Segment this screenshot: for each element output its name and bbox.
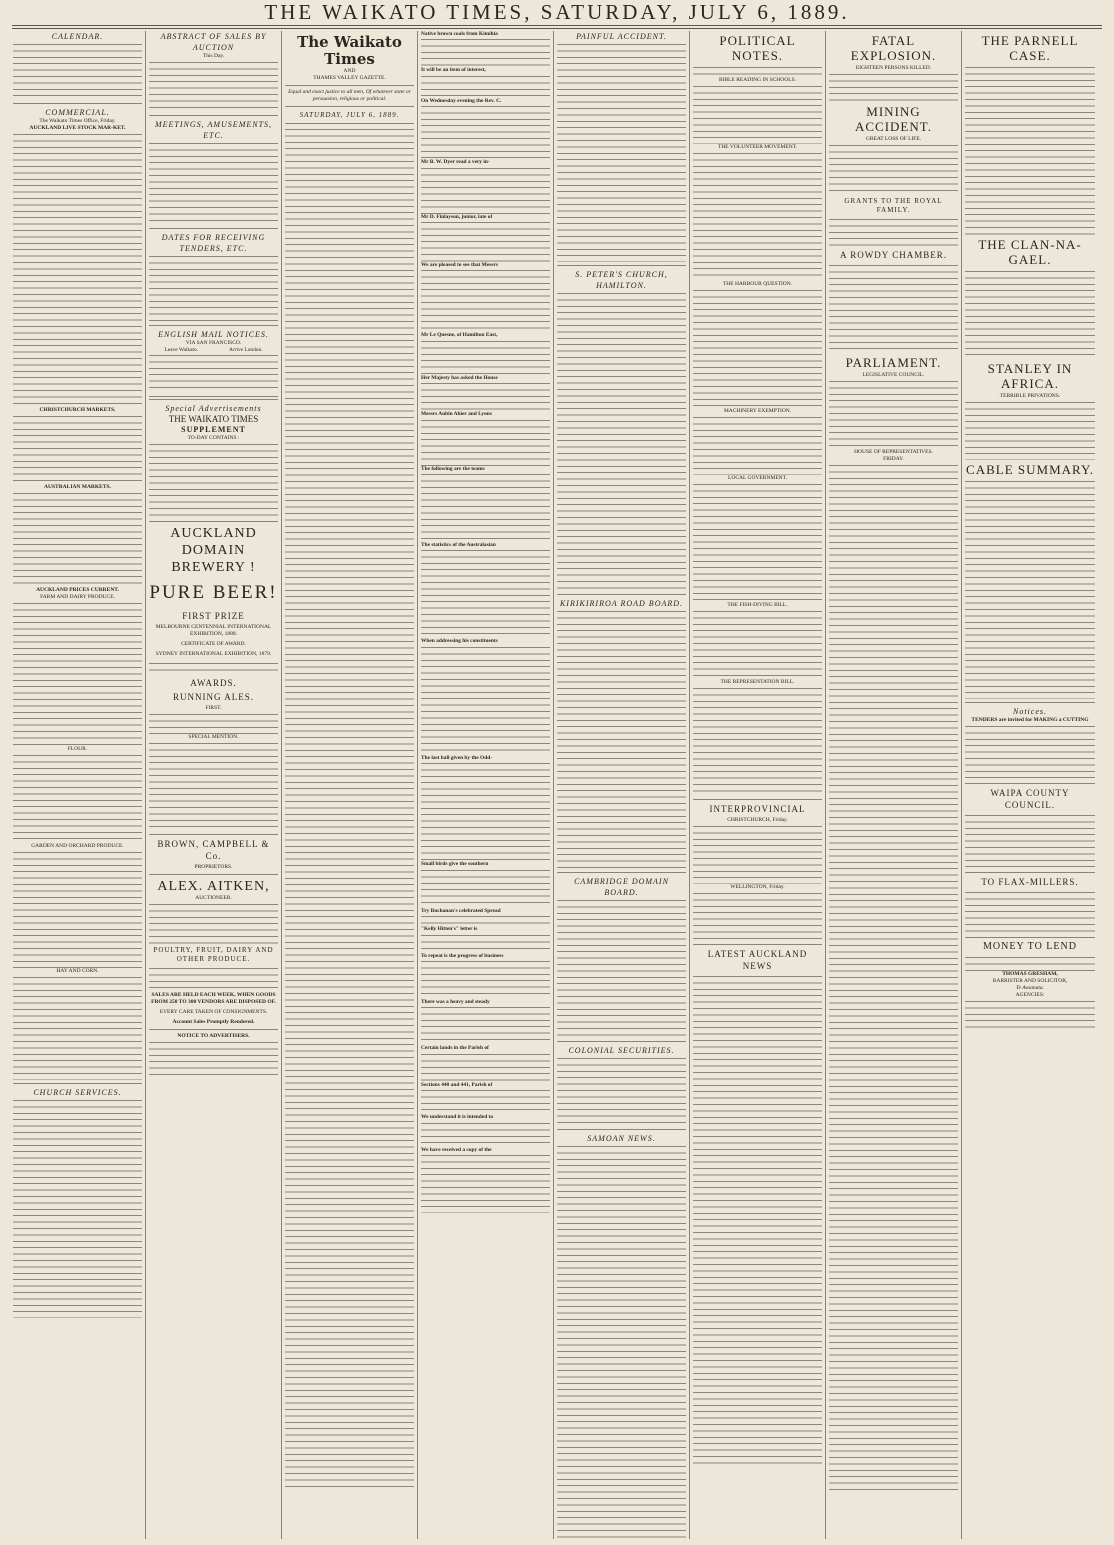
mail-notices-subheading: VIA SAN FRANCISCO. — [185, 340, 242, 346]
article-body — [693, 415, 822, 475]
waipa-council-heading: WAIPA COUNTY COUNCIL. — [990, 788, 1070, 810]
barrister-label: BARRISTER AND SOLICITOR, — [992, 978, 1068, 984]
article-body — [421, 37, 550, 67]
article-body — [557, 1056, 686, 1126]
masthead-title: THE WAIKATO TIMES, SATURDAY, JULY 6, 1889. — [264, 0, 850, 24]
article-body — [965, 955, 1095, 971]
st-peters-heading: S. PETER'S CHURCH, HAMILTON. — [575, 270, 668, 290]
arrive-london-heading: Arrive London. — [228, 347, 263, 353]
fishing-bill-heading: THE FISH-DIVING BILL. — [727, 602, 788, 608]
article-body — [421, 1088, 550, 1114]
price-table — [13, 975, 142, 1080]
great-loss-heading: GREAT LOSS OF LIFE. — [865, 136, 922, 142]
article-body — [965, 813, 1095, 869]
cambridge-domain-heading: CAMBRIDGE DOMAIN BOARD. — [574, 877, 669, 897]
column-5 — [554, 31, 690, 1539]
meetings-heading: MEETINGS, AMUSEMENTS, ETC. — [154, 120, 273, 140]
article-body — [421, 914, 550, 926]
christchurch-dateline: CHRISTCHURCH, Friday. — [727, 817, 788, 823]
hay-corn-heading: HAY AND CORN. — [56, 968, 99, 974]
article-body — [693, 84, 822, 144]
poultry-heading: POULTRY, FRUIT, DAIRY AND OTHER PRODUCE. — [153, 946, 274, 964]
prices-current-heading: AUCKLAND PRICES CURRENT. — [36, 587, 119, 593]
supplement-contents — [149, 442, 278, 518]
price-table — [13, 601, 142, 746]
parnell-case-heading: THE PARNELL CASE. — [981, 33, 1079, 63]
commercial-subheading: The Waikato Times Office, Friday. — [39, 118, 116, 124]
pleased-paragraph: We are pleased to see that Messrs — [421, 262, 498, 269]
masthead-rule — [12, 28, 1102, 29]
article-body — [149, 1040, 278, 1080]
cable-summary-heading: CABLE SUMMARY. — [966, 462, 1094, 477]
special-mention-heading: SPECIAL MENTION. — [188, 734, 239, 741]
article-body — [421, 381, 550, 411]
column-7 — [826, 31, 962, 1539]
article-body — [965, 890, 1095, 934]
column-6 — [690, 31, 826, 1539]
item-interest-paragraph: It will be an item of interest, — [421, 67, 486, 74]
commercial-heading: COMMERCIAL. — [45, 108, 110, 117]
article-body — [965, 479, 1095, 699]
column-4 — [418, 31, 554, 1539]
editorial-date: SATURDAY, JULY 6, 1889. — [299, 111, 400, 119]
intended-paragraph: We understand it is intended to — [421, 1114, 494, 1121]
calendar-heading: CALENDAR. — [51, 32, 104, 41]
mail-table-rows — [149, 353, 278, 393]
article-body — [13, 1098, 142, 1318]
majesty-paragraph: Her Majesty has asked the House — [421, 374, 498, 381]
sales-held: SALES ARE HELD EACH WEEK, WHEN GOODS FROM 250 TO 300 VENDORS ARE DISPOSED OF. — [151, 992, 276, 1006]
friday-heading: FRIDAY. — [883, 456, 904, 462]
melbourne-exhibition: MELBOURNE CENTENNIAL INTERNATIONAL EXHIBITION, 1888. — [155, 624, 272, 638]
sydney-exhibition: SYDNEY INTERNATIONAL EXHIBITION, 1879. — [155, 651, 272, 658]
agencies-heading: AGENCIES: — [1015, 992, 1045, 998]
small-birds-paragraph: Small birds give the southern — [421, 861, 489, 868]
article-body — [693, 151, 822, 281]
clan-na-gael-heading: THE CLAN-NA-GAEL. — [978, 237, 1082, 267]
live-stock-heading: AUCKLAND LIVE STOCK MAR-KET. — [29, 125, 126, 131]
finlayson-paragraph: Mr D. Finlayson, junior, late of — [421, 213, 493, 220]
fatal-explosion-heading: FATAL EXPLOSION. — [850, 33, 937, 63]
colonial-securities-heading: COLONIAL SECURITIES. — [568, 1046, 675, 1055]
proprietors-label: PROPRIETORS. — [194, 864, 233, 871]
article-body — [13, 491, 142, 587]
article-body — [421, 1052, 550, 1082]
article-body — [13, 414, 142, 484]
notice-advertisers-heading: NOTICE TO ADVERTISERS. — [177, 1033, 250, 1040]
article-body — [693, 891, 822, 941]
local-government-heading: LOCAL GOVERNMENT. — [728, 475, 787, 481]
article-body — [421, 1005, 550, 1045]
article-body — [693, 65, 822, 77]
article-body — [149, 966, 278, 992]
house-reps-heading: HOUSE OF REPRESENTATIVES. — [854, 449, 933, 455]
political-notes-heading: POLITICAL NOTES. — [719, 33, 796, 63]
certain-lands-paragraph: Certain lands in the Parish of — [421, 1045, 489, 1052]
article-body — [829, 143, 958, 195]
mail-notices-heading: ENGLISH MAIL NOTICES. — [158, 330, 269, 339]
calendar-table — [13, 42, 142, 100]
article-body — [149, 902, 278, 944]
garden-produce-heading: GARDEN AND ORCHARD PRODUCE. — [31, 843, 124, 849]
church-services-heading: CHURCH SERVICES. — [33, 1088, 122, 1097]
this-day-heading: This Day. — [202, 53, 225, 59]
teams-paragraph: The following are the teams — [421, 465, 485, 472]
mining-accident-heading: MINING ACCIDENT. — [854, 104, 932, 134]
special-advertisements-heading: Special Advertisements — [165, 404, 262, 414]
article-body — [149, 254, 278, 322]
article-body — [421, 868, 550, 908]
article-body — [693, 686, 822, 796]
article-body — [421, 472, 550, 542]
article-body — [421, 1121, 550, 1147]
wednesday-paragraph: On Wednesday evening the Rev. C. — [421, 97, 502, 104]
article-body — [421, 220, 550, 262]
samoan-news-heading: SAMOAN NEWS. — [587, 1134, 656, 1143]
abstract-sales-heading: ABSTRACT OF SALES BY AUCTION — [160, 32, 267, 52]
article-body — [965, 724, 1095, 780]
article-body — [829, 72, 958, 102]
royal-grants-heading: GRANTS TO THE ROYAL FAMILY. — [844, 197, 943, 214]
leave-waikato-heading: Leave Waikato. — [164, 347, 199, 353]
parliament-heading: PARLIAMENT. — [845, 355, 942, 370]
interprovincial-heading: INTERPROVINCIAL — [709, 804, 806, 814]
ahier-paragraph: Messrs Aubin Ahier and Lyons — [421, 411, 492, 418]
article-body — [965, 400, 1095, 460]
supplement-title: THE WAIKATO TIMES — [168, 414, 259, 425]
article-body — [421, 645, 550, 755]
stanley-africa-heading: STANLEY IN AFRICA. — [987, 361, 1073, 391]
article-body — [693, 482, 822, 602]
gresham-name: THOMAS GRESHAM, — [1002, 971, 1058, 977]
article-body — [149, 712, 278, 734]
article-body — [421, 933, 550, 953]
legislative-council-heading: LEGISLATIVE COUNCIL. — [862, 372, 925, 378]
price-table — [13, 850, 142, 968]
privations-heading: TERRIBLE PRIVATIONS. — [999, 393, 1061, 399]
article-body — [421, 166, 550, 214]
exemption-heading: MACHINERY EXEMPTION. — [723, 408, 792, 414]
christchurch-markets-heading: CHRISTCHURCH MARKETS. — [39, 407, 116, 413]
aitken-heading: ALEX. AITKEN, — [157, 879, 270, 895]
certificate-award: CERTIFICATE OF AWARD. — [181, 641, 246, 648]
article-body — [965, 65, 1095, 235]
article-body — [421, 104, 550, 159]
every-care: EVERY CARE TAKEN OF CONSIGNMENTS. — [159, 1009, 268, 1016]
flour-heading: FLOUR. — [67, 746, 88, 752]
bible-reading-heading: BIBLE READING IN SCHOOLS. — [719, 77, 796, 83]
article-body — [829, 463, 958, 1493]
column-8 — [962, 31, 1098, 1539]
money-to-lend-heading: MONEY TO LEND — [983, 941, 1077, 952]
price-table — [13, 753, 142, 843]
brown-campbell-heading: BROWN, CAMPBELL & Co. — [157, 839, 270, 862]
article-body — [829, 379, 958, 449]
column-3 — [282, 31, 418, 1539]
painful-accident-heading: PAINFUL ACCIDENT. — [576, 32, 667, 41]
paper-gazette: THAMES VALLEY GAZETTE. — [313, 75, 386, 81]
article-body — [557, 609, 686, 869]
article-body — [557, 291, 686, 591]
paper-and: AND — [343, 68, 356, 74]
auctioneer-label: AUCTIONEER. — [195, 895, 232, 902]
harbour-heading: THE HARBOUR QUESTION. — [722, 281, 793, 287]
article-body — [13, 132, 142, 407]
native-brown-paragraph: Native brown coals from Kimihia — [421, 31, 498, 37]
article-body — [829, 217, 958, 247]
volunteer-heading: THE VOLUNTEER MOVEMENT. — [717, 144, 798, 150]
editorial-body — [285, 127, 414, 1487]
sections-paragraph: Sections 440 and 441, Parish of — [421, 1081, 493, 1088]
columns — [10, 31, 1104, 1539]
first-heading: FIRST. — [205, 705, 222, 712]
article-body — [693, 609, 822, 679]
first-prize: FIRST PRIZE — [182, 611, 245, 622]
article-body — [965, 999, 1095, 1033]
article-body — [421, 761, 550, 861]
le-quesne-paragraph: Mr Le Quesne, of Hamilton East, — [421, 332, 498, 339]
article-body — [149, 661, 278, 675]
article-body — [421, 418, 550, 466]
received-paragraph: We have received a copy of the — [421, 1146, 492, 1153]
article-body — [149, 741, 278, 831]
article-body — [557, 1144, 686, 1539]
eighteen-killed-heading: EIGHTEEN PERSONS KILLED. — [855, 65, 932, 71]
running-ales-heading: RUNNING ALES. — [172, 692, 254, 703]
article-body — [557, 42, 686, 262]
latest-auckland-heading: LATEST AUCKLAND NEWS — [707, 949, 808, 971]
australian-markets-heading: AUSTRALIAN MARKETS. — [44, 484, 111, 490]
account-sales: Account Sales Promptly Rendered. — [172, 1019, 255, 1026]
article-body — [421, 268, 550, 332]
farm-dairy-heading: FARM AND DAIRY PRODUCE. — [40, 594, 115, 600]
masthead-rule — [12, 25, 1102, 26]
tenders-notice: TENDERS are invited for MAKING a CUTTING — [971, 717, 1089, 723]
tenders-dates-heading: DATES FOR RECEIVING TENDERS, ETC. — [161, 233, 266, 253]
awards-heading: AWARDS. — [190, 678, 237, 689]
column-1 — [10, 31, 146, 1539]
article-body — [693, 288, 822, 408]
kelly-paragraph: "Kelly Hitten's" letter is — [421, 926, 478, 933]
supplement-heading: SUPPLEMENT — [181, 425, 246, 435]
article-body — [693, 824, 822, 884]
article-body — [421, 74, 550, 98]
article-body — [421, 339, 550, 375]
paper-motto: Equal and exact justice to all men, Of whatever state or persuasion, religious or political. — [288, 89, 411, 102]
statistics-paragraph: The statistics of the Australasian — [421, 542, 496, 549]
article-body — [557, 898, 686, 1038]
article-body — [693, 974, 822, 1464]
representation-heading: THE REPRESENTATION BILL. — [720, 679, 795, 685]
wellington-dateline: WELLINGTON, Friday. — [730, 884, 785, 890]
article-body — [149, 141, 278, 225]
progress-paragraph: To repeat is the progress of business — [421, 952, 504, 959]
article-body — [421, 959, 550, 999]
article-body — [421, 1153, 550, 1213]
dyer-paragraph: Mr B. W. Dyer read a very in- — [421, 159, 490, 166]
constituents-paragraph: When addressing his constituents — [421, 638, 498, 645]
kirikiriroa-heading: KIRIKIRIROA ROAD BOARD. — [559, 599, 684, 608]
article-body — [829, 263, 958, 353]
paper-title: The Waikato Times — [297, 33, 402, 68]
article-body — [965, 269, 1095, 359]
notices-heading: Notices. — [1013, 707, 1047, 716]
te-awamutu-label: Te Awamutu. — [1015, 985, 1045, 991]
heavy-rain-paragraph: There was a heavy and steady — [421, 998, 490, 1005]
buchanan-paragraph: Try Buchanan's celebrated Spread — [421, 907, 501, 914]
supplement-today: TO-DAY CONTAINS : — [187, 435, 240, 442]
pure-beer-heading: PURE BEER! — [149, 582, 278, 604]
article-body — [149, 60, 278, 112]
column-2 — [146, 31, 282, 1539]
flax-millers-heading: TO FLAX-MILLERS. — [981, 877, 1079, 887]
rowdy-chamber-heading: A ROWDY CHAMBER. — [840, 250, 947, 260]
last-ball-paragraph: The last ball given by the Odd- — [421, 754, 492, 761]
domain-brewery-heading: AUCKLAND DOMAIN BREWERY ! — [170, 526, 257, 576]
article-body — [421, 548, 550, 638]
